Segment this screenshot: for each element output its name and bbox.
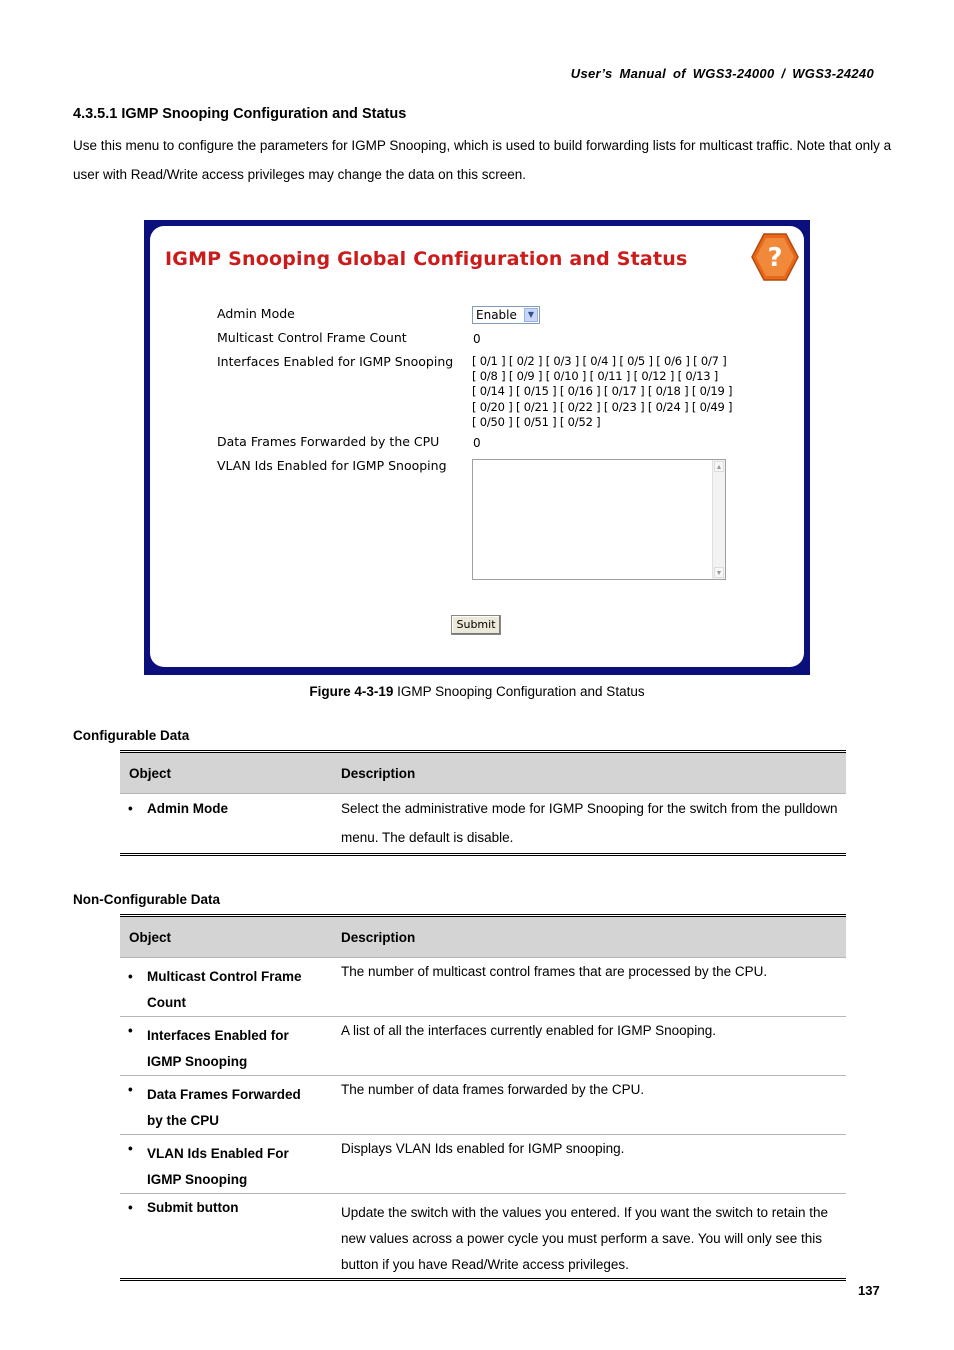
admin-mode-select[interactable]	[472, 306, 540, 324]
caption-text: IGMP Snooping Configuration and Status	[393, 684, 645, 699]
mcast-frame-count-label: Multicast Control Frame Count	[217, 330, 407, 345]
configurable-table	[120, 753, 846, 856]
page-number: 137	[858, 1283, 880, 1298]
table-row	[120, 794, 846, 855]
figure-caption	[0, 684, 954, 699]
object-name: Interfaces Enabled for IGMP Snooping	[147, 1028, 289, 1069]
vlan-ids-textarea[interactable]	[472, 459, 726, 580]
col-object: Object	[120, 753, 332, 794]
bullet: •	[128, 969, 133, 984]
vlan-ids-label: VLAN Ids Enabled for IGMP Snooping	[217, 458, 447, 473]
non-configurable-table	[120, 917, 846, 1281]
object-name: Submit button	[147, 1200, 239, 1215]
intro-paragraph: Use this menu to configure the parameters for IGMP Snooping, which is used to build forwarding lists for multicast traffic. Note that only a user with Read/Write access privileges may change the data on this screen.	[73, 138, 892, 182]
admin-mode-value: Enable	[476, 308, 517, 322]
object-description: Displays VLAN Ids enabled for IGMP snooping.	[341, 1141, 625, 1156]
bullet: •	[128, 1023, 133, 1038]
panel-title: IGMP Snooping Global Configuration and Status	[165, 248, 688, 270]
interfaces-line: [ 0/8 ] [ 0/9 ] [ 0/10 ] [ 0/11 ] [ 0/12 ] [ 0/13 ]	[472, 369, 719, 384]
interfaces-label: Interfaces Enabled for IGMP Snooping	[217, 354, 454, 369]
caption-number: Figure 4-3-19	[309, 684, 394, 699]
section-title: 4.3.5.1 IGMP Snooping Configuration and Status	[73, 106, 407, 122]
interfaces-line: [ 0/1 ] [ 0/2 ] [ 0/3 ] [ 0/4 ] [ 0/5 ] [ 0/6 ] [ 0/7 ]	[472, 354, 727, 368]
object-name: Admin Mode	[147, 801, 228, 816]
scroll-up-icon[interactable]: ▲	[714, 461, 724, 472]
table-row	[120, 1194, 846, 1280]
figure-screenshot	[144, 220, 810, 675]
object-description: The number of data frames forwarded by the CPU.	[341, 1082, 645, 1097]
col-object: Object	[120, 917, 332, 958]
textarea-scrollbar[interactable]	[712, 460, 725, 579]
config-panel	[150, 226, 804, 667]
interfaces-line: [ 0/50 ] [ 0/51 ] [ 0/52 ]	[472, 414, 601, 429]
table-row	[120, 958, 846, 1017]
col-description: Description	[332, 753, 846, 794]
object-name: Multicast Control Frame Count	[147, 969, 302, 1010]
mcast-frame-count-value: 0	[473, 332, 481, 346]
help-question-icon[interactable]	[750, 232, 800, 282]
data-frames-label: Data Frames Forwarded by the CPU	[217, 434, 440, 449]
bullet: •	[128, 1082, 133, 1097]
admin-mode-label: Admin Mode	[217, 306, 295, 321]
object-description: Update the switch with the values you entered. If you want the switch to retain the new values across a power cycle you must perform a save. You will only see this button if you have Read/Write access privileges.	[341, 1205, 829, 1272]
interfaces-list	[472, 354, 732, 430]
bullet: •	[128, 801, 133, 816]
object-description: Select the administrative mode for IGMP Snooping for the switch from the pulldown menu. The default is disable.	[341, 801, 838, 845]
table-row	[120, 1017, 846, 1076]
data-frames-value: 0	[473, 436, 481, 450]
object-name: VLAN Ids Enabled For IGMP Snooping	[147, 1146, 289, 1187]
table-row	[120, 1135, 846, 1194]
object-description: A list of all the interfaces currently enabled for IGMP Snooping.	[341, 1023, 716, 1038]
interfaces-line: [ 0/14 ] [ 0/15 ] [ 0/16 ] [ 0/17 ] [ 0/18 ] [ 0/19 ]	[472, 384, 733, 399]
svg-text:?: ?	[767, 243, 783, 273]
manual-header: User’s Manual of WGS3-24000 / WGS3-24240	[570, 66, 874, 81]
submit-button[interactable]: Submit	[451, 615, 501, 635]
bullet: •	[128, 1200, 133, 1215]
bullet: •	[128, 1141, 133, 1156]
object-name: Data Frames Forwarded by the CPU	[147, 1087, 301, 1128]
scroll-down-icon[interactable]: ▼	[714, 567, 724, 578]
non-configurable-heading: Non-Configurable Data	[73, 892, 220, 907]
object-description: The number of multicast control frames that are processed by the CPU.	[341, 964, 768, 979]
configurable-heading: Configurable Data	[73, 728, 190, 743]
col-description: Description	[332, 917, 846, 958]
chevron-down-icon[interactable]: ▼	[524, 308, 538, 322]
interfaces-line: [ 0/20 ] [ 0/21 ] [ 0/22 ] [ 0/23 ] [ 0/24 ] [ 0/49 ]	[472, 399, 733, 414]
table-row	[120, 1076, 846, 1135]
